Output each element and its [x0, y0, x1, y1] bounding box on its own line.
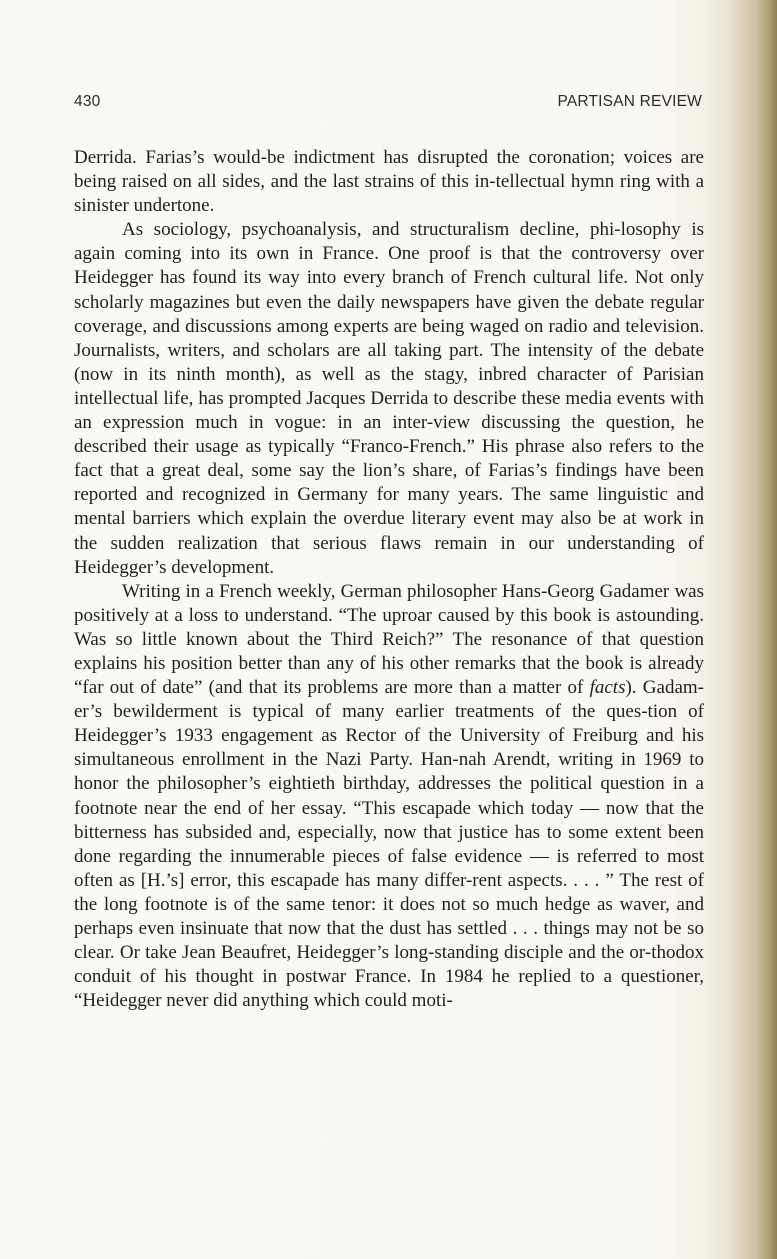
paragraph-3-text-before-italic: Writing in a French weekly, German philosopher Hans-Georg Gadamer was positively at a loss to understand. “The uproar caused by this book is astounding. Was so little known about the Third Reich?” The resonance of that question explains his position better than any of his other remarks that the book is already “far out of date” (and that its problems are more than a matter of	[74, 580, 704, 699]
paragraph-3-text-after-italic: ). Gadam-er’s bewilderment is typical of many earlier treatments of the ques-tion of Heidegger’s 1933 engagement as Rector of the University of Freiburg and his simultaneous enrollment in the Nazi Party. Han-nah Arendt, writing in 1969 to honor the philosopher’s eightieth birthday, addresses the political question in a footnote near the end of her essay. “This escapade which today — now that the bitterness has subsided and, especially, now that justice has to some extent been done regarding the innumerable pieces of false evidence — is referred to most often as [H.’s] error, this escapade has many differ-rent aspects. . . . ” The rest of the long footnote is of the same tenor: it does not so much hedge as waver, and perhaps even insinuate that now that the dust has settled . . . things may not be so clear. Or take Jean Beaufret, Heidegger’s long-standing disciple and the or-thodox conduit of his thought in postwar France. In 1984 he replied to a questioner, “Heidegger never did anything which could moti-	[74, 677, 704, 1012]
paragraph-2: As sociology, psychoanalysis, and structuralism decline, phi-losophy is again coming into its own in France. One proof is that the controversy over Heidegger has found its way into every branch of French cultural life. Not only scholarly magazines but even the daily newspapers have given the debate regular coverage, and discussions among experts are being waged on radio and television. Journalists, writers, and scholars are all taking part. The intensity of the debate (now in its ninth month), as well as the stagy, inbred character of Parisian intellectual life, has prompted Jacques Derrida to describe these media events with an expression much in vogue: in an inter-view discussing the question, he described their usage as typically “Franco-French.” His phrase also refers to the fact that a great deal, some say the lion’s share, of Farias’s findings have been reported and recognized in Germany for many years. The same linguistic and mental barriers which explain the overdue literary event may also be at work in the sudden realization that serious flaws remain in our understanding of Heidegger’s development.	[74, 219, 704, 578]
paragraph-3-italic-facts: facts	[589, 677, 626, 699]
body-text	[74, 146, 704, 1013]
page-number: 430	[74, 93, 101, 110]
page-header	[74, 93, 702, 115]
paragraph-3	[74, 580, 704, 1014]
paragraph-1: Derrida. Farias’s would-be indictment has disrupted the coronation; voices are being raised on all sides, and the last strains of this in-tellectual hymn ring with a sinister undertone.	[74, 147, 704, 217]
page-edge-shadow	[757, 0, 777, 1259]
running-head: PARTISAN REVIEW	[557, 93, 702, 110]
